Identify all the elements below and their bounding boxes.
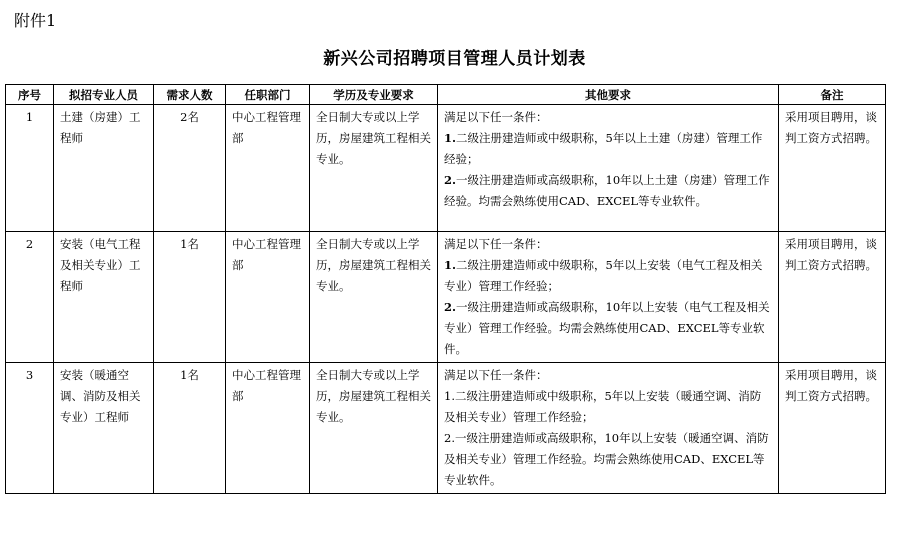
cell-remark: 采用项目聘用，谈判工资方式招聘。 bbox=[779, 363, 886, 494]
cell-education: 全日制大专或以上学历，房屋建筑工程相关专业。 bbox=[310, 232, 438, 363]
column-header-position: 拟招专业人员 bbox=[54, 85, 154, 105]
cell-remark: 采用项目聘用，谈判工资方式招聘。 bbox=[779, 232, 886, 363]
cell-position: 安装（电气工程及相关专业）工程师 bbox=[54, 232, 154, 363]
cell-position: 土建（房建）工程师 bbox=[54, 105, 154, 232]
cell-no: 1 bbox=[6, 105, 54, 232]
cell-no: 3 bbox=[6, 363, 54, 494]
cell-other bbox=[438, 363, 779, 494]
item-number: 2. bbox=[444, 173, 457, 187]
item-text: 二级注册建造师或中级职称，5年以上安装（暖通空调、消防及相关专业）管理工作经验； bbox=[444, 389, 762, 424]
cell-position: 安装（暖通空调、消防及相关专业）工程师 bbox=[54, 363, 154, 494]
other-item-2 bbox=[444, 428, 772, 491]
table-row bbox=[6, 363, 886, 494]
attachment-label: 附件1 bbox=[14, 11, 57, 30]
column-header-dept: 任职部门 bbox=[226, 85, 310, 105]
item-text: 一级注册建造师或高级职称，10年以上安装（暖通空调、消防及相关专业）管理工作经验。均需会熟练使用CAD、EXCEL等专业软件。 bbox=[444, 431, 769, 487]
item-text: 一级注册建造师或高级职称，10年以上土建（房建）管理工作经验。均需会熟练使用CAD、EXCEL等专业软件。 bbox=[444, 173, 770, 208]
table-row bbox=[6, 105, 886, 232]
table-row bbox=[6, 232, 886, 363]
other-item-2 bbox=[444, 297, 772, 360]
item-number: 1. bbox=[444, 131, 457, 145]
cell-education: 全日制大专或以上学历，房屋建筑工程相关专业。 bbox=[310, 363, 438, 494]
cell-remark: 采用项目聘用，谈判工资方式招聘。 bbox=[779, 105, 886, 232]
column-header-count: 需求人数 bbox=[154, 85, 226, 105]
cell-count: 1名 bbox=[154, 363, 226, 494]
cell-count: 2名 bbox=[154, 105, 226, 232]
column-header-other: 其他要求 bbox=[438, 85, 779, 105]
item-number: 2. bbox=[444, 300, 457, 314]
other-intro: 满足以下任一条件： bbox=[444, 368, 548, 382]
column-header-no: 序号 bbox=[6, 85, 54, 105]
item-number: 1. bbox=[444, 258, 457, 272]
item-text: 二级注册建造师或中级职称，5年以上安装（电气工程及相关专业）管理工作经验； bbox=[444, 258, 763, 293]
cell-no: 2 bbox=[6, 232, 54, 363]
column-header-education: 学历及专业要求 bbox=[310, 85, 438, 105]
item-text: 一级注册建造师或高级职称，10年以上安装（电气工程及相关专业）管理工作经验。均需会熟练使用CAD、EXCEL等专业软件。 bbox=[444, 300, 770, 356]
item-number: 2. bbox=[444, 431, 455, 445]
table-header-row bbox=[6, 85, 886, 105]
other-intro: 满足以下任一条件： bbox=[444, 110, 548, 124]
cell-other bbox=[438, 232, 779, 363]
recruitment-plan-table bbox=[5, 84, 886, 494]
cell-dept: 中心工程管理部 bbox=[226, 232, 310, 363]
cell-other bbox=[438, 105, 779, 232]
cell-dept: 中心工程管理部 bbox=[226, 105, 310, 232]
page-title: 新兴公司招聘项目管理人员计划表 bbox=[323, 49, 586, 69]
cell-education: 全日制大专或以上学历，房屋建筑工程相关专业。 bbox=[310, 105, 438, 232]
cell-count: 1名 bbox=[154, 232, 226, 363]
other-item-1 bbox=[444, 128, 772, 170]
other-item-2 bbox=[444, 170, 772, 212]
item-text: 二级注册建造师或中级职称，5年以上土建（房建）管理工作经验； bbox=[444, 131, 763, 166]
cell-dept: 中心工程管理部 bbox=[226, 363, 310, 494]
item-number: 1. bbox=[444, 389, 455, 403]
other-item-1 bbox=[444, 255, 772, 297]
other-intro: 满足以下任一条件： bbox=[444, 237, 548, 251]
column-header-remark: 备注 bbox=[779, 85, 886, 105]
other-item-1 bbox=[444, 386, 772, 428]
